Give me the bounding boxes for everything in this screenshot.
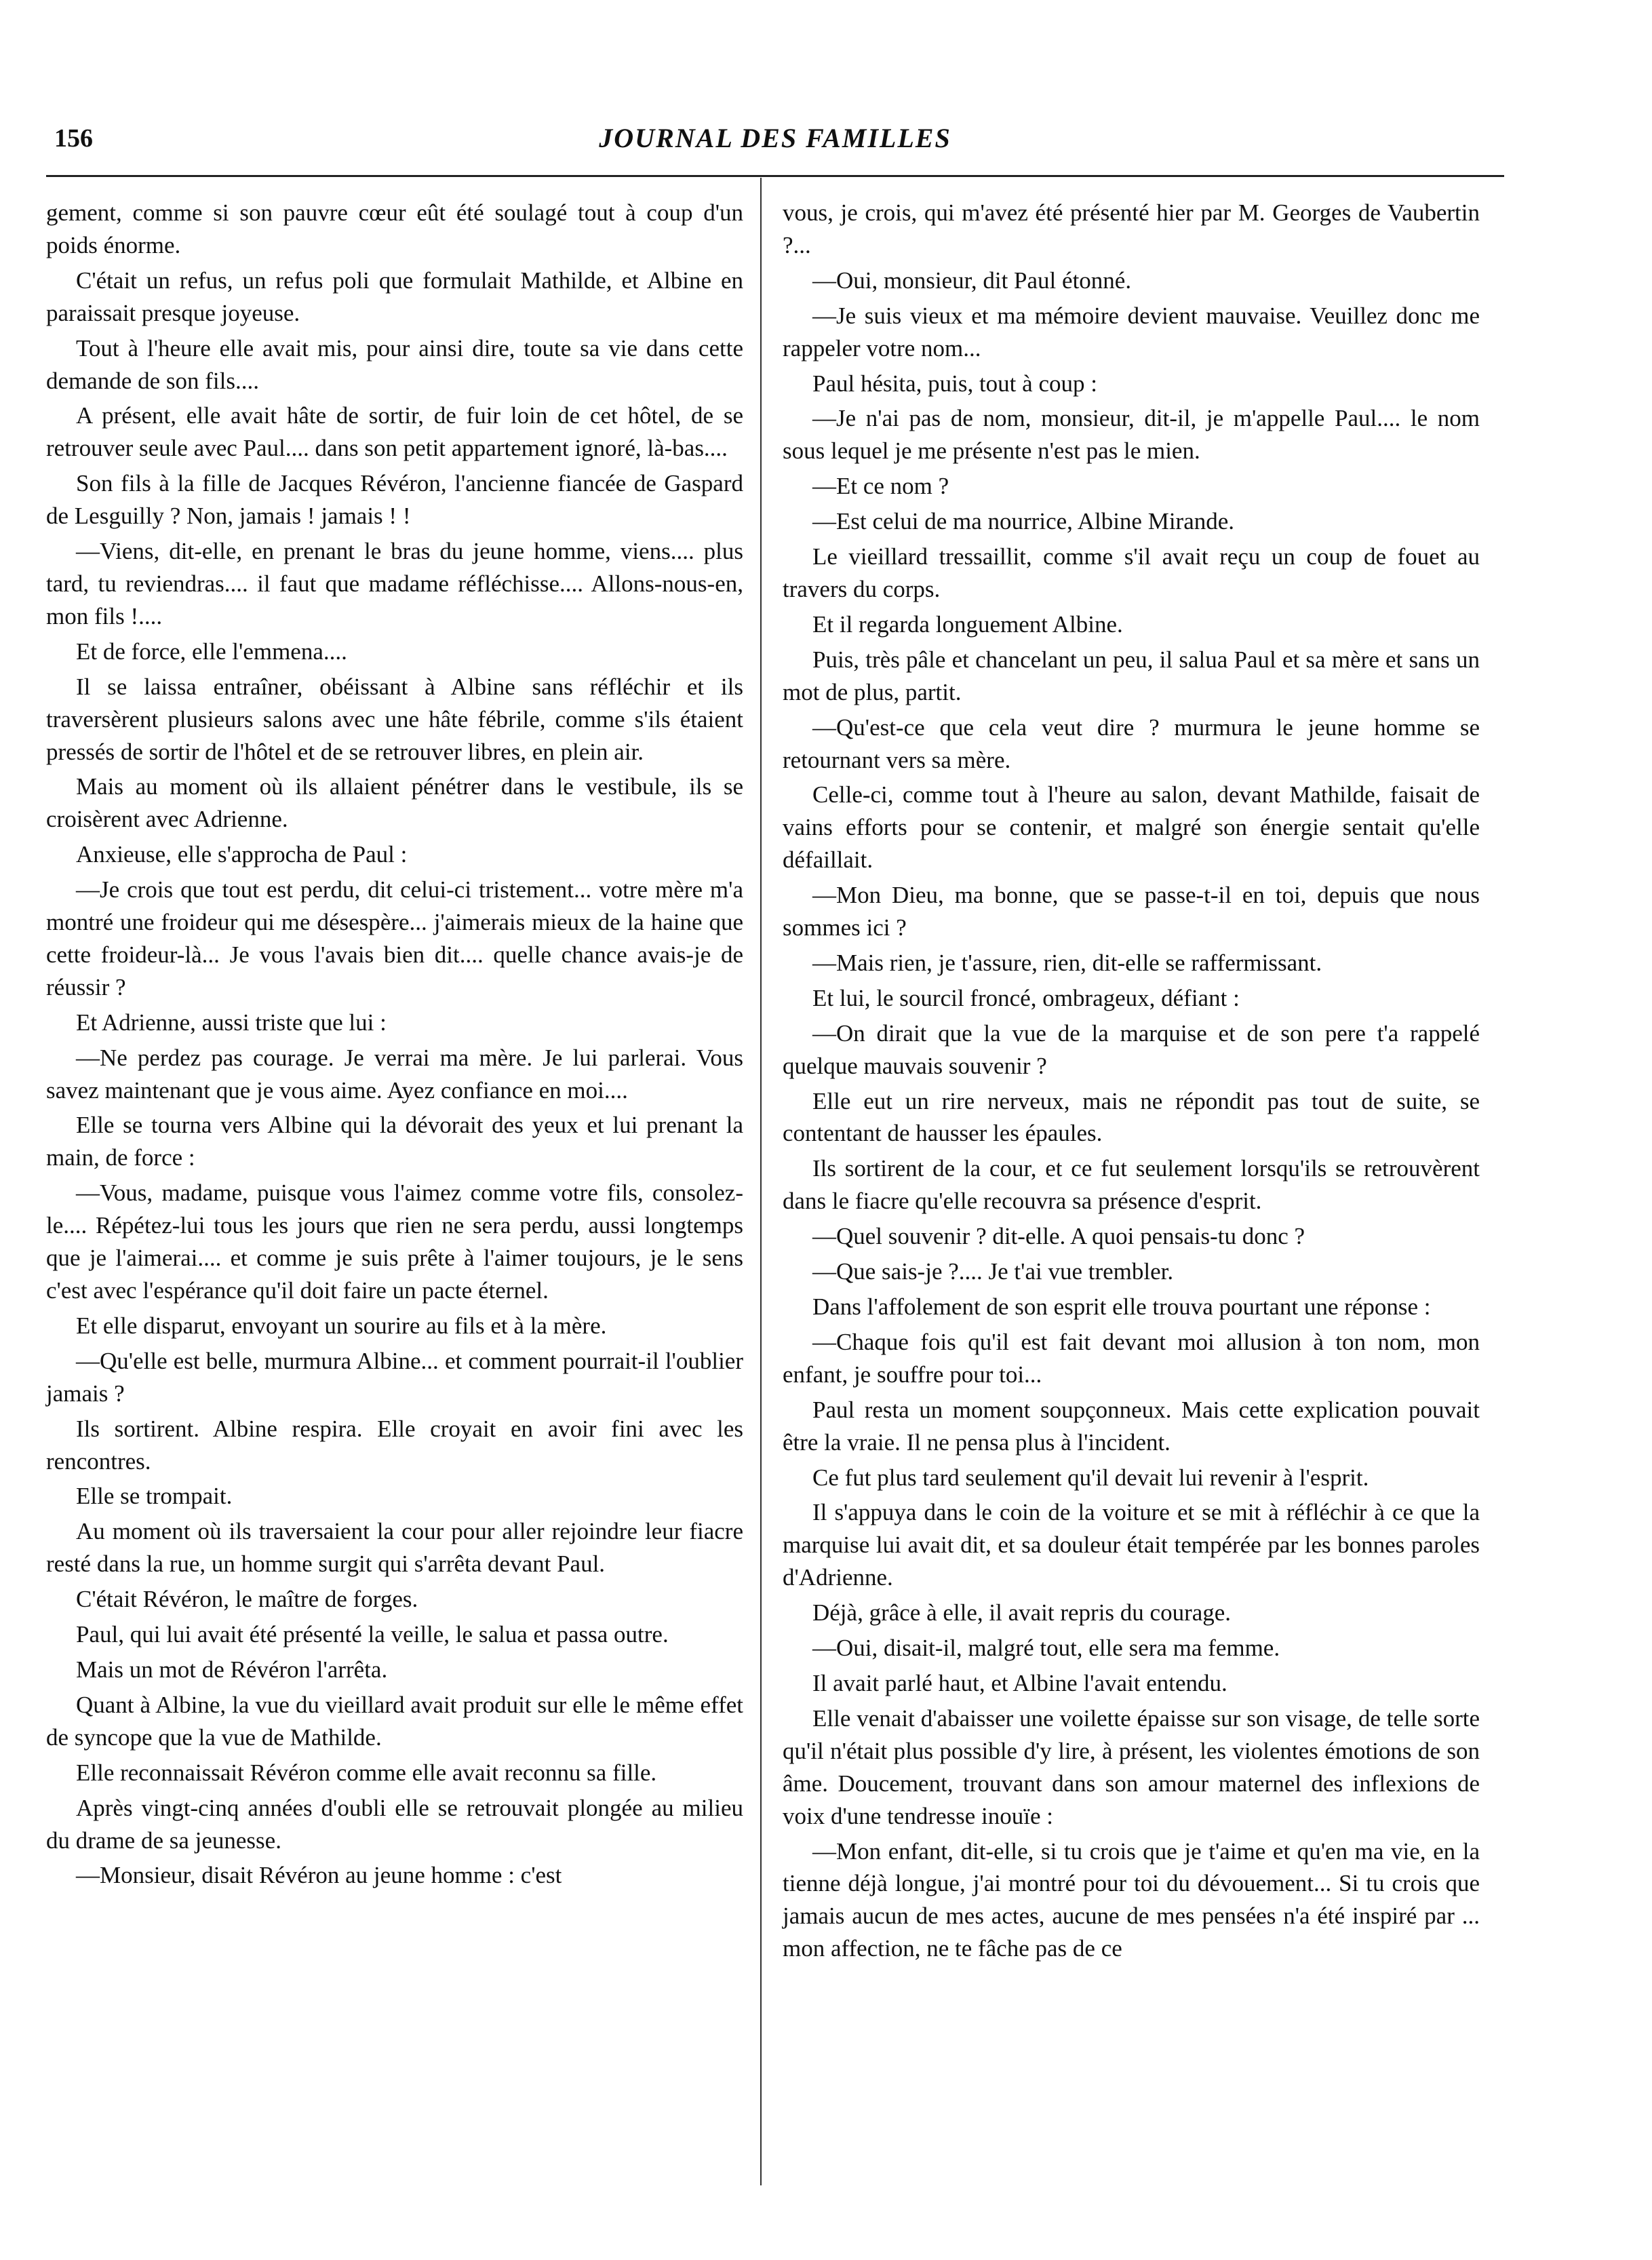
page-header — [46, 122, 1504, 163]
paragraph: Il avait parlé haut, et Albine l'avait entendu. — [812, 1669, 1227, 1696]
paragraph: —Mon Dieu, ma bonne, que se passe-t-il en toi, depuis que nous sommes ici ? — [783, 882, 1480, 941]
paragraph: Elle se trompait. — [76, 1483, 233, 1510]
paragraph: Anxieuse, elle s'approcha de Paul : — [76, 841, 408, 868]
paragraph: —Qu'elle est belle, murmura Albine... et comment pourrait-il l'oublier jamais ? — [46, 1347, 743, 1407]
paragraph: —Vous, madame, puisque vous l'aimez comme votre fils, consolez-le.... Répétez-lui tous les jours que rien ne sera perdu, aussi longtemps que je l'aimerai.... et comme je suis prête à l'aimer toujours, je le sens c'est avec l'espérance qu'il doit faire un pacte éternel. — [46, 1180, 743, 1304]
paragraph: —Qu'est-ce que cela veut dire ? murmura le jeune homme se retournant vers sa mère. — [783, 714, 1480, 773]
paragraph: —Chaque fois qu'il est fait devant moi allusion à ton nom, mon enfant, je souffre pour toi... — [783, 1328, 1480, 1388]
paragraph: —Monsieur, disait Révéron au jeune homme : c'est — [76, 1862, 562, 1889]
running-title: JOURNAL DES FAMILLES — [599, 123, 951, 153]
paragraph: gement, comme si son pauvre cœur eût été soulagé tout à coup d'un poids énorme. — [46, 199, 743, 258]
paragraph: Et lui, le sourcil froncé, ombrageux, défiant : — [812, 984, 1240, 1011]
paragraph: —Viens, dit-elle, en prenant le bras du jeune homme, viens.... plus tard, tu reviendras.... il faut que madame réfléchisse.... Allons-nous-en, mon fils !.... — [46, 538, 743, 629]
paragraph: Après vingt-cinq années d'oubli elle se retrouvait plongée au milieu du drame de sa jeunesse. — [46, 1794, 743, 1854]
paragraph: Le vieillard tressaillit, comme s'il avait reçu un coup de fouet au travers du corps. — [783, 543, 1480, 602]
paragraph: —Mon enfant, dit-elle, si tu crois que je t'aime et qu'en ma vie, en la tienne déjà longue, j'ai montré pour toi du dévouement... Si tu crois que jamais aucun de mes actes, aucune de mes pensées n'a été inspiré par ... mon affection, ne te fâche pas de ce — [783, 1837, 1480, 1962]
paragraph: Il s'appuya dans le coin de la voiture et se mit à réfléchir à ce que la marquise lui avait dit, et sa douleur était tempérée par les bonnes paroles d'Adrienne. — [783, 1499, 1480, 1591]
column-divider — [760, 178, 762, 2185]
paragraph: —Je suis vieux et ma mémoire devient mauvaise. Veuillez donc me rappeler votre nom... — [783, 302, 1480, 362]
paragraph: Déjà, grâce à elle, il avait repris du courage. — [812, 1599, 1232, 1626]
paragraph: —Je crois que tout est perdu, dit celui-ci tristement... votre mère m'a montré une froideur qui me désespère... j'aimerais mieux de la haine que cette froideur-là... Je vous l'avais bien dit.... quelle chance avais-je de réussir ? — [46, 876, 743, 1000]
paragraph: Ils sortirent de la cour, et ce fut seulement lorsqu'ils se retrouvèrent dans le fiacre qu'elle recouvra sa présence d'esprit. — [783, 1155, 1480, 1215]
paragraph: Son fils à la fille de Jacques Révéron, l'ancienne fiancée de Gaspard de Lesguilly ? Non, jamais ! jamais ! ! — [46, 470, 743, 530]
paragraph: Elle venait d'abaisser une voilette épaisse sur son visage, de telle sorte qu'il n'était plus possible d'y lire, à présent, les violentes émotions de son âme. Doucement, trouvant dans son amour maternel des inflexions de voix d'une tendresse inouïe : — [783, 1704, 1480, 1829]
paragraph: Ce fut plus tard seulement qu'il devait lui revenir à l'esprit. — [812, 1464, 1369, 1491]
paragraph: Et il regarda longuement Albine. — [812, 610, 1123, 638]
paragraph: Au moment où ils traversaient la cour pour aller rejoindre leur fiacre resté dans la rue, un homme surgit qui s'arrêta devant Paul. — [46, 1518, 743, 1578]
paragraph: Tout à l'heure elle avait mis, pour ainsi dire, toute sa vie dans cette demande de son fils.... — [46, 334, 743, 394]
paragraph: Paul, qui lui avait été présenté la veille, le salua et passa outre. — [76, 1621, 669, 1648]
paragraph: C'était Révéron, le maître de forges. — [76, 1586, 418, 1613]
header-rule — [46, 175, 1504, 177]
paragraph: Paul hésita, puis, tout à coup : — [812, 370, 1097, 397]
left-column — [46, 197, 743, 1894]
paragraph: Elle se tourna vers Albine qui la dévorait des yeux et lui prenant la main, de force : — [46, 1112, 743, 1171]
paragraph: Quant à Albine, la vue du vieillard avait produit sur elle le même effet de syncope que la vue de Mathilde. — [46, 1691, 743, 1751]
paragraph: Elle reconnaissait Révéron comme elle avait reconnu sa fille. — [76, 1759, 657, 1786]
paragraph: Et Adrienne, aussi triste que lui : — [76, 1009, 387, 1036]
paragraph: —Ne perdez pas courage. Je verrai ma mère. Je lui parlerai. Vous savez maintenant que je vous aime. Ayez confiance en moi.... — [46, 1044, 743, 1104]
right-column — [783, 197, 1480, 1968]
paragraph: —Quel souvenir ? dit-elle. A quoi pensais-tu donc ? — [812, 1223, 1305, 1250]
paragraph: —Que sais-je ?.... Je t'ai vue trembler. — [812, 1258, 1174, 1285]
paragraph: —Mais rien, je t'assure, rien, dit-elle se raffermissant. — [812, 949, 1322, 976]
paragraph: —Et ce nom ? — [812, 473, 949, 500]
paragraph: —Est celui de ma nourrice, Albine Mirande. — [812, 508, 1235, 535]
page-number: 156 — [54, 124, 93, 153]
paragraph: Elle eut un rire nerveux, mais ne répondit pas tout de suite, se contentant de hausser les épaules. — [783, 1087, 1480, 1147]
paragraph: Et de force, elle l'emmena.... — [76, 638, 347, 665]
paragraph: Il se laissa entraîner, obéissant à Albine sans réfléchir et ils traversèrent plusieurs salons avec une hâte fébrile, comme s'ils étaient pressés de sortir de l'hôtel et de se retrouver libres, en plein air. — [46, 673, 743, 765]
paragraph: Paul resta un moment soupçonneux. Mais cette explication pouvait être la vraie. Il ne pensa plus à l'incident. — [783, 1396, 1480, 1456]
paragraph: —Je n'ai pas de nom, monsieur, dit-il, je m'appelle Paul.... le nom sous lequel je me présente n'est pas le mien. — [783, 405, 1480, 465]
paragraph: vous, je crois, qui m'avez été présenté hier par M. Georges de Vaubertin ?... — [783, 199, 1480, 258]
paragraph: Ils sortirent. Albine respira. Elle croyait en avoir fini avec les rencontres. — [46, 1415, 743, 1475]
paragraph: Mais un mot de Révéron l'arrêta. — [76, 1656, 388, 1683]
paragraph: —On dirait que la vue de la marquise et de son pere t'a rappelé quelque mauvais souvenir ? — [783, 1019, 1480, 1079]
paragraph: C'était un refus, un refus poli que formulait Mathilde, et Albine en paraissait presque joyeuse. — [46, 267, 743, 326]
paragraph: Dans l'affolement de son esprit elle trouva pourtant une réponse : — [812, 1293, 1431, 1320]
paragraph: —Oui, monsieur, dit Paul étonné. — [812, 267, 1132, 294]
paragraph: Mais au moment où ils allaient pénétrer dans le vestibule, ils se croisèrent avec Adrienne. — [46, 773, 743, 833]
paragraph: A présent, elle avait hâte de sortir, de fuir loin de cet hôtel, de se retrouver seule avec Paul.... dans son petit appartement ignoré, là-bas.... — [46, 402, 743, 462]
paragraph: Celle-ci, comme tout à l'heure au salon, devant Mathilde, faisait de vains efforts pour se contenir, et malgré son énergie sentait qu'elle défaillait. — [783, 781, 1480, 874]
paragraph: —Oui, disait-il, malgré tout, elle sera ma femme. — [812, 1635, 1280, 1662]
paragraph: Puis, très pâle et chancelant un peu, il salua Paul et sa mère et sans un mot de plus, partit. — [783, 646, 1480, 705]
paragraph: Et elle disparut, envoyant un sourire au fils et à la mère. — [76, 1312, 607, 1339]
